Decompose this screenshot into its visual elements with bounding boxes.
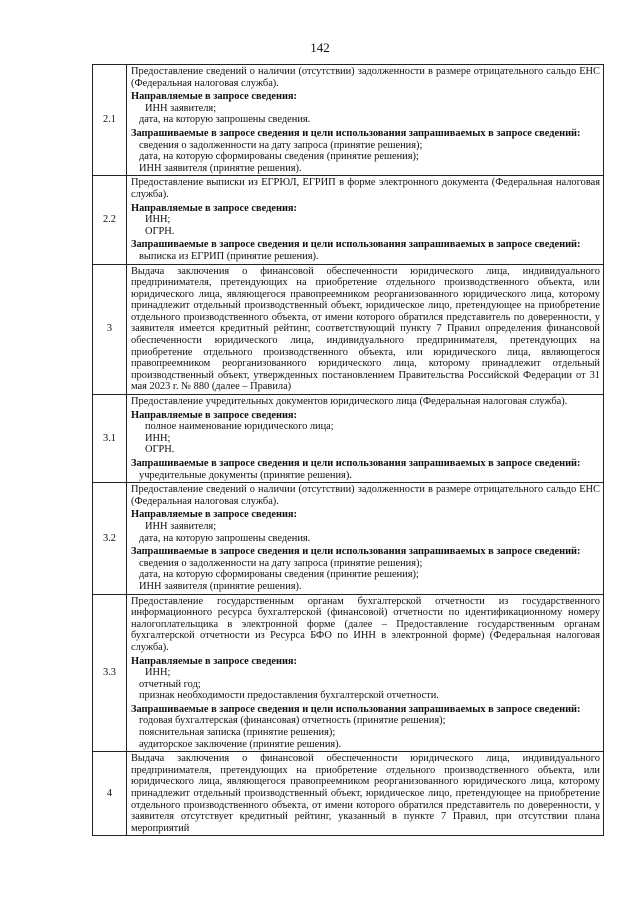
requested-item: ИНН заявителя (принятие решения). (139, 580, 302, 592)
row-number: 4 (93, 752, 127, 836)
requested-item: ИНН заявителя (принятие решения). (139, 162, 302, 174)
requested-item: пояснительная записка (принятие решения); (139, 727, 336, 739)
requested-item: дата, на которую сформированы сведения (принятие решения); (139, 151, 419, 163)
requested-heading: Запрашиваемые в запросе сведения и цели использования запрашиваемых в запросе сведений: (131, 458, 581, 469)
requested-heading: Запрашиваемые в запросе сведения и цели использования запрашиваемых в запросе сведений: (131, 546, 581, 558)
service-description: Выдача заключения о финансовой обеспеченности юридического лица, индивидуального предпринимателя, претендующих на приобретение отдельного производственного объекта, или юридического лица, являющегося правопреемником реорганизованного юридического лица, которому принадлежит отдельный производственный объект, юридическое лицо, претендующее на приобретение отдельного производственного объекта, от имени которого обратился представитель по доверенности, у заявителя отсутствует кредитный рейтинг, указанный в пункте 7 Правил, при отсутствии плана мероприятий (131, 753, 600, 834)
table-row (93, 483, 604, 594)
service-description: Выдача заключения о финансовой обеспеченности юридического лица, индивидуального предпринимателя, претендующих на приобретение отдельного производственного объекта, или юридического лица, являющегося правопреемником реорганизованного юридического лица, которому принадлежит отдельный производственный объект, юридическое лицо, претендующее на приобретение отдельного производственного объекта, от имени которого обратился представитель по доверенности, у заявителя имеется кредитный рейтинг, соответствующий пункту 7 Правил определения финансовой обеспеченности юридического лица, индивидуального предпринимателя, претендующих на приобретение отдельного производственного объекта, или юридического лица, являющегося правопреемником реорганизованного юридического лица, которому принадлежит отдельный производственный объект, утвержденных постановлением Правительства Российской Федерации от 31 мая 2023 г. № 880 (далее – Правила) (131, 265, 600, 393)
page-number: 142 (310, 40, 330, 55)
sent-item: отчетный год; (139, 678, 201, 690)
table-row (93, 176, 604, 264)
sent-heading: Направляемые в запросе сведения: (131, 409, 298, 421)
service-description: Предоставление сведений о наличии (отсутствии) задолженности в размере отрицательного сальдо ЕНС (Федеральная налоговая служба). (131, 484, 600, 507)
sent-item: ИНН заявителя; (145, 520, 217, 532)
requested-heading: Запрашиваемые в запросе сведения и цели использования запрашиваемых в запросе сведений: (131, 127, 581, 139)
sent-item: ИНН заявителя; (145, 102, 217, 114)
sent-item: ИНН; (145, 432, 171, 444)
row-number: 3 (93, 264, 127, 395)
table-row (93, 395, 604, 483)
requested-item: годовая бухгалтерская (финансовая) отчетность (принятие решения); (139, 715, 446, 727)
sent-heading: Направляемые в запросе сведения: (131, 655, 298, 667)
requested-heading: Запрашиваемые в запросе сведения и цели использования запрашиваемых в запросе сведений: (131, 239, 581, 251)
sent-item: дата, на которую запрошены сведения. (139, 532, 311, 544)
requested-item: учредительные документы (принятие решения). (139, 469, 352, 481)
sent-item: признак необходимости предоставления бухгалтерской отчетности. (139, 690, 439, 702)
row-content (127, 752, 604, 836)
requested-item: сведения о задолженности на дату запроса (принятие решения); (139, 139, 423, 151)
row-content (127, 395, 604, 483)
requested-item: аудиторское заключение (принятие решения). (139, 738, 342, 750)
sent-heading: Направляемые в запросе сведения: (131, 509, 298, 521)
sent-heading: Направляемые в запросе сведения: (131, 91, 298, 103)
row-content (127, 65, 604, 176)
sent-item: дата, на которую запрошены сведения. (139, 114, 311, 126)
sent-item: ОГРН. (145, 225, 175, 237)
requested-item: сведения о задолженности на дату запроса (принятие решения); (139, 557, 423, 569)
row-number: 3.2 (93, 483, 127, 594)
sent-item: полное наименование юридического лица; (145, 421, 334, 433)
sent-item: ОГРН. (145, 444, 175, 456)
row-number: 2.2 (93, 176, 127, 264)
requested-item: дата, на которую сформированы сведения (принятие решения); (139, 569, 419, 581)
sent-heading: Направляемые в запросе сведения: (131, 202, 298, 214)
service-description: Предоставление выписки из ЕГРЮЛ, ЕГРИП в форме электронного документа (Федеральная налоговая служба). (131, 177, 600, 200)
row-content (127, 264, 604, 395)
service-description: Предоставление государственным органам бухгалтерской отчетности из государственного информационного ресурса бухгалтерской (финансовой) отчетности по идентификационному номеру налогоплательщика в электронной форме (далее – Предоставление государственным органам бухгалтерской отчетности из Ресурса БФО по ИНН в электронной форме) (Федеральная налоговая служба). (131, 595, 600, 653)
row-content (127, 483, 604, 594)
row-content (127, 594, 604, 752)
table-row (93, 264, 604, 395)
row-content (127, 176, 604, 264)
requested-item: выписка из ЕГРИП (принятие решения). (139, 250, 319, 262)
service-description: Предоставление учредительных документов юридического лица (Федеральная налоговая служба). (131, 396, 568, 408)
requested-heading: Запрашиваемые в запросе сведения и цели использования запрашиваемых в запросе сведений: (131, 703, 581, 715)
row-number: 3.3 (93, 594, 127, 752)
sent-item: ИНН; (145, 214, 171, 226)
row-number: 2.1 (93, 65, 127, 176)
table-row (93, 594, 604, 752)
row-number: 3.1 (93, 395, 127, 483)
sent-item: ИНН; (145, 667, 171, 679)
services-table (92, 64, 604, 836)
service-description: Предоставление сведений о наличии (отсутствии) задолженности в размере отрицательного сальдо ЕНС (Федеральная налоговая служба). (131, 66, 600, 89)
table-row (93, 752, 604, 836)
table-row (93, 65, 604, 176)
